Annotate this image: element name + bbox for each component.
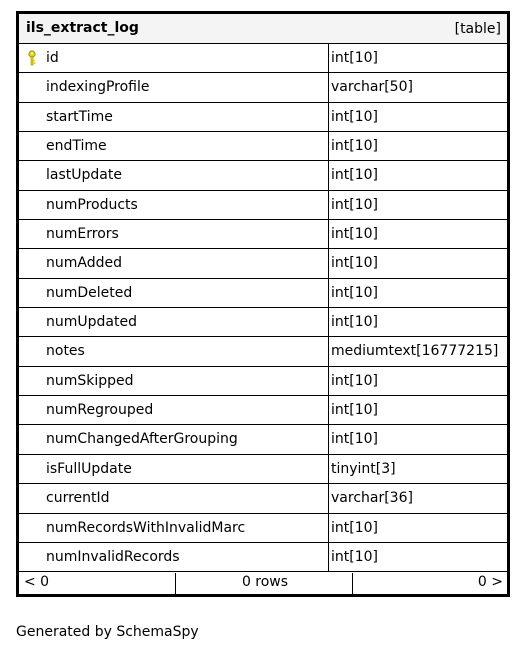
- column-name-cell: [19, 220, 329, 248]
- column-row: [19, 308, 507, 337]
- table-footer: [19, 572, 507, 594]
- column-name: numAdded: [46, 255, 122, 272]
- column-name: numRecordsWithInvalidMarc: [46, 519, 246, 536]
- table-header: [19, 14, 507, 44]
- column-type: int[10]: [331, 372, 378, 389]
- column-type: varchar[50]: [331, 79, 413, 96]
- column-type: int[10]: [331, 226, 378, 243]
- column-row: [19, 396, 507, 425]
- table-name: ils_extract_log: [26, 20, 139, 36]
- column-row: [19, 455, 507, 484]
- column-row: [19, 73, 507, 102]
- column-name-cell: [19, 425, 329, 453]
- column-name-cell: [19, 484, 329, 512]
- column-row: [19, 191, 507, 220]
- column-name: id: [46, 50, 59, 66]
- column-name-cell: [19, 514, 329, 542]
- column-type: int[10]: [331, 519, 378, 536]
- column-name-cell: [19, 455, 329, 483]
- column-row: [19, 103, 507, 132]
- column-name: numErrors: [46, 226, 119, 243]
- column-name-cell: [19, 73, 329, 101]
- column-name-cell: [19, 132, 329, 160]
- footer-divider: [175, 573, 176, 594]
- column-row: [19, 132, 507, 161]
- row-count: 0 rows: [241, 574, 289, 590]
- column-name-cell: [19, 191, 329, 219]
- table-node-ils-extract-log[interactable]: [16, 11, 510, 597]
- child-count: 0 >: [477, 574, 503, 590]
- column-name-cell: [19, 103, 329, 131]
- column-list: [19, 44, 507, 572]
- column-row: [19, 367, 507, 396]
- column-row: [19, 337, 507, 366]
- column-row: [19, 220, 507, 249]
- column-type: int[10]: [331, 138, 378, 155]
- column-type: int[10]: [331, 108, 378, 125]
- column-type: mediumtext[16777215]: [331, 343, 499, 360]
- column-type: varchar[36]: [331, 490, 413, 507]
- column-row: [19, 161, 507, 190]
- column-name: numInvalidRecords: [46, 548, 180, 565]
- column-name: lastUpdate: [46, 167, 122, 184]
- column-name: numProducts: [46, 196, 138, 213]
- column-name: isFullUpdate: [46, 460, 132, 477]
- column-name: numRegrouped: [46, 402, 154, 419]
- primary-key-icon: [26, 50, 38, 66]
- column-row: [19, 44, 507, 73]
- column-name-cell: [19, 543, 329, 571]
- column-type: int[10]: [331, 314, 378, 331]
- column-name-cell: [19, 367, 329, 395]
- column-name: notes: [46, 343, 85, 360]
- column-row: [19, 425, 507, 454]
- column-type: int[10]: [331, 431, 378, 448]
- column-name-cell: [19, 161, 329, 189]
- column-name-cell: [19, 308, 329, 336]
- column-type: int[10]: [331, 255, 378, 272]
- generated-by-text: Generated by SchemaSpy: [16, 624, 199, 640]
- table-type-label: [table]: [454, 21, 501, 37]
- column-name-cell: [19, 279, 329, 307]
- column-type: int[10]: [331, 50, 378, 66]
- column-name: indexingProfile: [46, 79, 150, 96]
- column-row: [19, 514, 507, 543]
- column-name: numSkipped: [46, 372, 134, 389]
- column-type: tinyint[3]: [331, 460, 396, 477]
- column-name: numDeleted: [46, 284, 133, 301]
- column-name-cell: [19, 337, 329, 365]
- column-row: [19, 484, 507, 513]
- parent-count: < 0: [24, 574, 50, 590]
- footer-divider: [352, 573, 353, 594]
- column-name-cell: [19, 396, 329, 424]
- column-type: int[10]: [331, 167, 378, 184]
- column-type: int[10]: [331, 284, 378, 301]
- column-type: int[10]: [331, 196, 378, 213]
- column-row: [19, 279, 507, 308]
- column-type: int[10]: [331, 402, 378, 419]
- column-row: [19, 543, 507, 572]
- column-name-cell: [19, 44, 329, 72]
- column-name: currentId: [46, 490, 110, 507]
- column-type: int[10]: [331, 548, 378, 565]
- column-name-cell: [19, 249, 329, 277]
- column-name: startTime: [46, 108, 113, 125]
- column-name: numChangedAfterGrouping: [46, 431, 238, 448]
- column-name: numUpdated: [46, 314, 137, 331]
- column-row: [19, 249, 507, 278]
- column-name: endTime: [46, 138, 107, 155]
